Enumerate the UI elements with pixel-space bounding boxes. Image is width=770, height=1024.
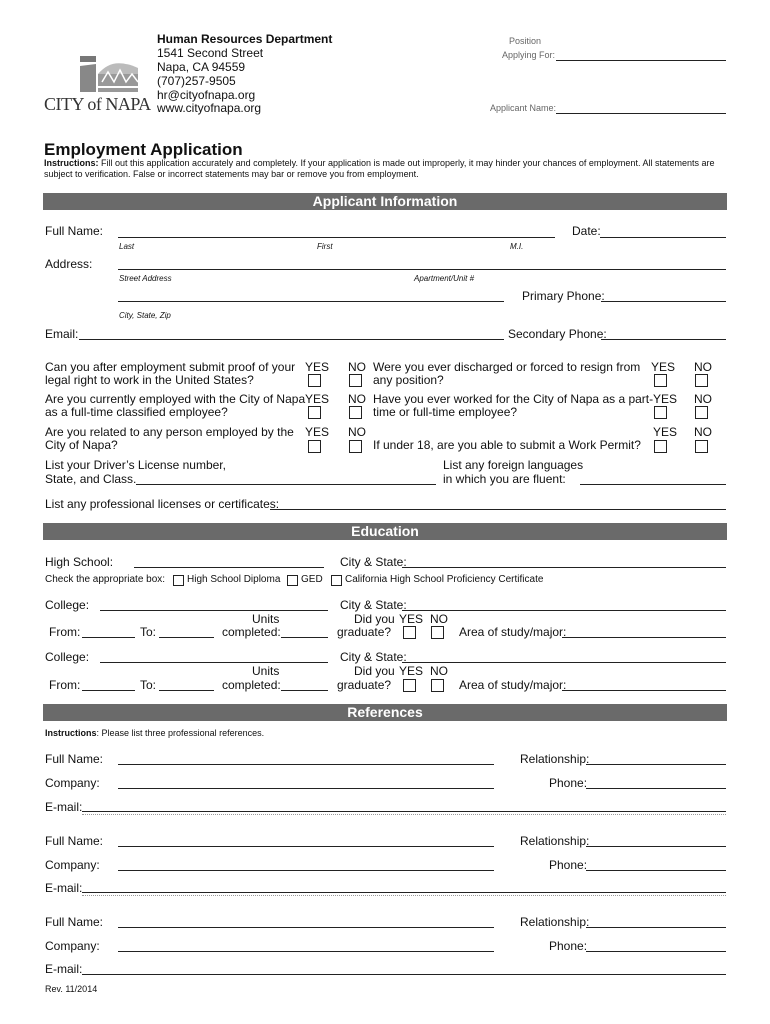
- q-discharged-2: any position?: [373, 373, 444, 387]
- q-work-proof-1: Can you after employment submit proof of your: [45, 360, 296, 374]
- college-1-area-label: Area of study/major:: [459, 625, 567, 639]
- full-name-label: Full Name:: [45, 224, 104, 238]
- ref-2-phone-label: Phone:: [549, 858, 588, 872]
- q-work-permit: If under 18, are you able to submit a Work Permit?: [373, 438, 641, 452]
- mi-hint: M.I.: [510, 242, 524, 251]
- hs-city-state-label: City & State:: [340, 555, 407, 569]
- q6-yes-checkbox[interactable]: [654, 440, 667, 453]
- references-instructions: [45, 728, 264, 738]
- q-worked-napa-1: Have you ever worked for the City of Napa as a part-: [373, 392, 654, 406]
- college-2-area-label: Area of study/major:: [459, 678, 567, 692]
- applicant-name-label: Applicant Name:: [490, 103, 557, 113]
- instructions-text: Fill out this application accurately and completely. If your application is made out improperly, it may hinder your chances of employment. All statements are: [98, 158, 715, 168]
- ref-3-name-field[interactable]: [118, 927, 494, 928]
- college-1-graduate: graduate?: [337, 625, 392, 639]
- languages-label-2: in which you are fluent:: [443, 472, 566, 486]
- college-2-label: College:: [45, 650, 90, 664]
- drivers-license-field[interactable]: [136, 484, 436, 485]
- college-1-field[interactable]: [100, 610, 328, 611]
- college-1-city-state-field[interactable]: [402, 610, 726, 611]
- languages-field[interactable]: [580, 484, 726, 485]
- revision-date: Rev. 11/2014: [45, 984, 98, 994]
- college-2-to-label: To:: [140, 678, 157, 692]
- ref-1-name-field[interactable]: [118, 764, 494, 765]
- q-work-proof-2: legal right to work in the United States?: [45, 373, 254, 387]
- secondary-phone-label: Secondary Phone:: [508, 327, 607, 341]
- q6-yes-label: YES: [653, 425, 678, 439]
- position-label: Position: [509, 36, 542, 46]
- q3-yes-label: YES: [305, 425, 330, 439]
- q6-no-checkbox[interactable]: [695, 440, 708, 453]
- q-discharged-1: Were you ever discharged or forced to resign from: [373, 360, 641, 374]
- ref-1-company-field[interactable]: [118, 788, 494, 789]
- q2-no-label: NO: [348, 392, 366, 406]
- primary-phone-label: Primary Phone:: [522, 289, 605, 303]
- q3-no-checkbox[interactable]: [349, 440, 362, 453]
- primary-phone-field[interactable]: [601, 301, 726, 302]
- hs-diploma-checkbox[interactable]: [173, 575, 184, 586]
- college-2-units-field[interactable]: [281, 690, 328, 691]
- q2-yes-checkbox[interactable]: [308, 406, 321, 419]
- college-1-units-label: Units: [252, 612, 280, 626]
- college-2-field[interactable]: [100, 662, 328, 663]
- page-title: Employment Application: [44, 140, 243, 159]
- college-1-no-label: NO: [430, 612, 448, 626]
- college-1-no-checkbox[interactable]: [431, 626, 444, 639]
- logo-text: CITY of NAPA: [44, 94, 151, 114]
- college-2-completed-label: completed:: [222, 678, 281, 692]
- ref-2-name-label: Full Name:: [45, 834, 104, 848]
- college-2-yes-label: YES: [399, 664, 424, 678]
- q4-yes-checkbox[interactable]: [654, 374, 667, 387]
- ref-2-email-label: E-mail:: [45, 881, 83, 895]
- full-name-field[interactable]: [118, 237, 555, 238]
- q2-yes-label: YES: [305, 392, 330, 406]
- education-heading: Education: [43, 523, 727, 540]
- date-field[interactable]: [600, 237, 726, 238]
- hs-city-state-field[interactable]: [402, 567, 726, 568]
- ref-1-relationship-field[interactable]: [586, 764, 726, 765]
- prof-licenses-field[interactable]: [270, 509, 726, 510]
- ref-2-company-field[interactable]: [118, 870, 494, 871]
- ref-2-relationship-label: Relationship:: [520, 834, 590, 848]
- prof-licenses-label: List any professional licenses or certificates:: [45, 497, 280, 511]
- college-1-from-field[interactable]: [82, 637, 135, 638]
- license-label-2: State, and Class.: [45, 472, 137, 486]
- q3-no-label: NO: [348, 425, 366, 439]
- college-1-completed-label: completed:: [222, 625, 281, 639]
- q1-yes-label: YES: [305, 360, 330, 374]
- college-1-to-label: To:: [140, 625, 157, 639]
- high-school-label: High School:: [45, 555, 114, 569]
- q1-no-label: NO: [348, 360, 366, 374]
- check-box-label: Check the appropriate box:: [45, 574, 166, 585]
- secondary-phone-field[interactable]: [601, 339, 726, 340]
- instructions-text-2: subject to verification. False or incorrect statements may bar or remove you from employment.: [44, 169, 419, 179]
- address-label: Address:: [45, 257, 93, 271]
- college-1-city-state-label: City & State:: [340, 598, 407, 612]
- instructions-label: Instructions:: [44, 158, 99, 168]
- ref-1-email-label: E-mail:: [45, 800, 83, 814]
- college-2-city-state-field[interactable]: [402, 662, 726, 663]
- q1-yes-checkbox[interactable]: [308, 374, 321, 387]
- college-1-yes-label: YES: [399, 612, 424, 626]
- chspe-checkbox[interactable]: [331, 575, 342, 586]
- applicant-name-field[interactable]: [556, 113, 726, 114]
- q5-yes-checkbox[interactable]: [654, 406, 667, 419]
- ref-3-phone-field[interactable]: [586, 951, 726, 952]
- college-1-area-field[interactable]: [562, 637, 726, 638]
- ref-2-phone-field[interactable]: [586, 870, 726, 871]
- college-2-units-label: Units: [252, 664, 280, 678]
- q4-yes-label: YES: [651, 360, 676, 374]
- q-related-1: Are you related to any person employed by the: [45, 425, 294, 439]
- q5-no-label: NO: [694, 392, 712, 406]
- hr-city: Napa, CA 94559: [157, 60, 246, 74]
- q5-yes-label: YES: [653, 392, 678, 406]
- applying-for-label: Applying For:: [502, 50, 556, 60]
- hr-phone: (707)257-9505: [157, 74, 236, 88]
- city-logo: [44, 52, 152, 114]
- ref-1-relationship-label: Relationship:: [520, 752, 590, 766]
- hr-email[interactable]: hr@cityofnapa.org: [157, 88, 256, 102]
- ged-checkbox[interactable]: [287, 575, 298, 586]
- email-label: Email:: [45, 327, 79, 341]
- applying-for-field[interactable]: [556, 60, 726, 61]
- hr-website[interactable]: www.cityofnapa.org: [157, 101, 262, 115]
- college-2-graduate: graduate?: [337, 678, 392, 692]
- college-1-units-field[interactable]: [281, 637, 328, 638]
- ref-3-email-field[interactable]: [82, 974, 726, 975]
- city-state-zip-field[interactable]: [118, 301, 504, 302]
- q6-no-label: NO: [694, 425, 712, 439]
- ref-3-phone-label: Phone:: [549, 939, 588, 953]
- high-school-field[interactable]: [134, 567, 324, 568]
- ref-1-company-label: Company:: [45, 776, 100, 790]
- college-2-from-field[interactable]: [82, 690, 135, 691]
- ref-3-email-label: E-mail:: [45, 962, 83, 976]
- napa-logo-icon: [74, 52, 154, 96]
- ref-3-relationship-field[interactable]: [586, 927, 726, 928]
- city-state-zip-hint: City, State, Zip: [119, 311, 171, 320]
- ref-2-relationship-field[interactable]: [586, 846, 726, 847]
- hr-street: 1541 Second Street: [157, 46, 264, 60]
- ref-2-company-label: Company:: [45, 858, 100, 872]
- college-1-did-you: Did you: [354, 612, 395, 626]
- ref-3-company-field[interactable]: [118, 951, 494, 952]
- hs-diploma-label: High School Diploma: [187, 574, 281, 585]
- college-2-city-state-label: City & State:: [340, 650, 407, 664]
- q-current-employee-1: Are you currently employed with the City of Napa: [45, 392, 306, 406]
- references-instructions-label: Instructions: [45, 728, 97, 738]
- ref-3-relationship-label: Relationship:: [520, 915, 590, 929]
- last-hint: Last: [119, 242, 135, 251]
- q-worked-napa-2: time or full-time employee?: [373, 405, 518, 419]
- q5-no-checkbox[interactable]: [695, 406, 708, 419]
- ref-3-name-label: Full Name:: [45, 915, 104, 929]
- chspe-label: California High School Proficiency Certificate: [345, 574, 544, 585]
- ref-3-company-label: Company:: [45, 939, 100, 953]
- hr-department: Human Resources Department: [157, 32, 333, 46]
- languages-label-1: List any foreign languages: [443, 458, 584, 472]
- q3-yes-checkbox[interactable]: [308, 440, 321, 453]
- date-label: Date:: [572, 224, 601, 238]
- college-2-no-label: NO: [430, 664, 448, 678]
- q4-no-checkbox[interactable]: [695, 374, 708, 387]
- ref-1-name-label: Full Name:: [45, 752, 104, 766]
- references-heading: References: [43, 704, 727, 721]
- college-1-label: College:: [45, 598, 90, 612]
- license-label-1: List your Driver’s License number,: [45, 458, 226, 472]
- ref-1-phone-field[interactable]: [586, 788, 726, 789]
- references-instructions-text: : Please list three professional references.: [96, 728, 265, 738]
- q4-no-label: NO: [694, 360, 712, 374]
- college-2-did-you: Did you: [354, 664, 395, 678]
- street-address-hint: Street Address: [119, 274, 172, 283]
- college-2-no-checkbox[interactable]: [431, 679, 444, 692]
- college-2-area-field[interactable]: [562, 690, 726, 691]
- college-2-yes-checkbox[interactable]: [403, 679, 416, 692]
- street-address-field[interactable]: [118, 269, 726, 270]
- college-1-yes-checkbox[interactable]: [403, 626, 416, 639]
- first-hint: First: [317, 242, 333, 251]
- ref-2-name-field[interactable]: [118, 846, 494, 847]
- apt-unit-hint: Apartment/Unit #: [414, 274, 475, 283]
- instructions: [44, 158, 714, 168]
- college-2-from-label: From:: [49, 678, 81, 692]
- applicant-info-heading: Applicant Information: [43, 193, 727, 210]
- ged-label: GED: [301, 574, 323, 585]
- ref-1-email-field[interactable]: [82, 811, 726, 815]
- college-2-to-field[interactable]: [159, 690, 214, 691]
- college-1-from-label: From:: [49, 625, 81, 639]
- q1-no-checkbox[interactable]: [349, 374, 362, 387]
- ref-2-email-field[interactable]: [82, 892, 726, 896]
- ref-1-phone-label: Phone:: [549, 776, 588, 790]
- q2-no-checkbox[interactable]: [349, 406, 362, 419]
- email-field[interactable]: [79, 339, 504, 340]
- q-related-2: City of Napa?: [45, 438, 118, 452]
- college-1-to-field[interactable]: [159, 637, 214, 638]
- q-current-employee-2: as a full-time classified employee?: [45, 405, 228, 419]
